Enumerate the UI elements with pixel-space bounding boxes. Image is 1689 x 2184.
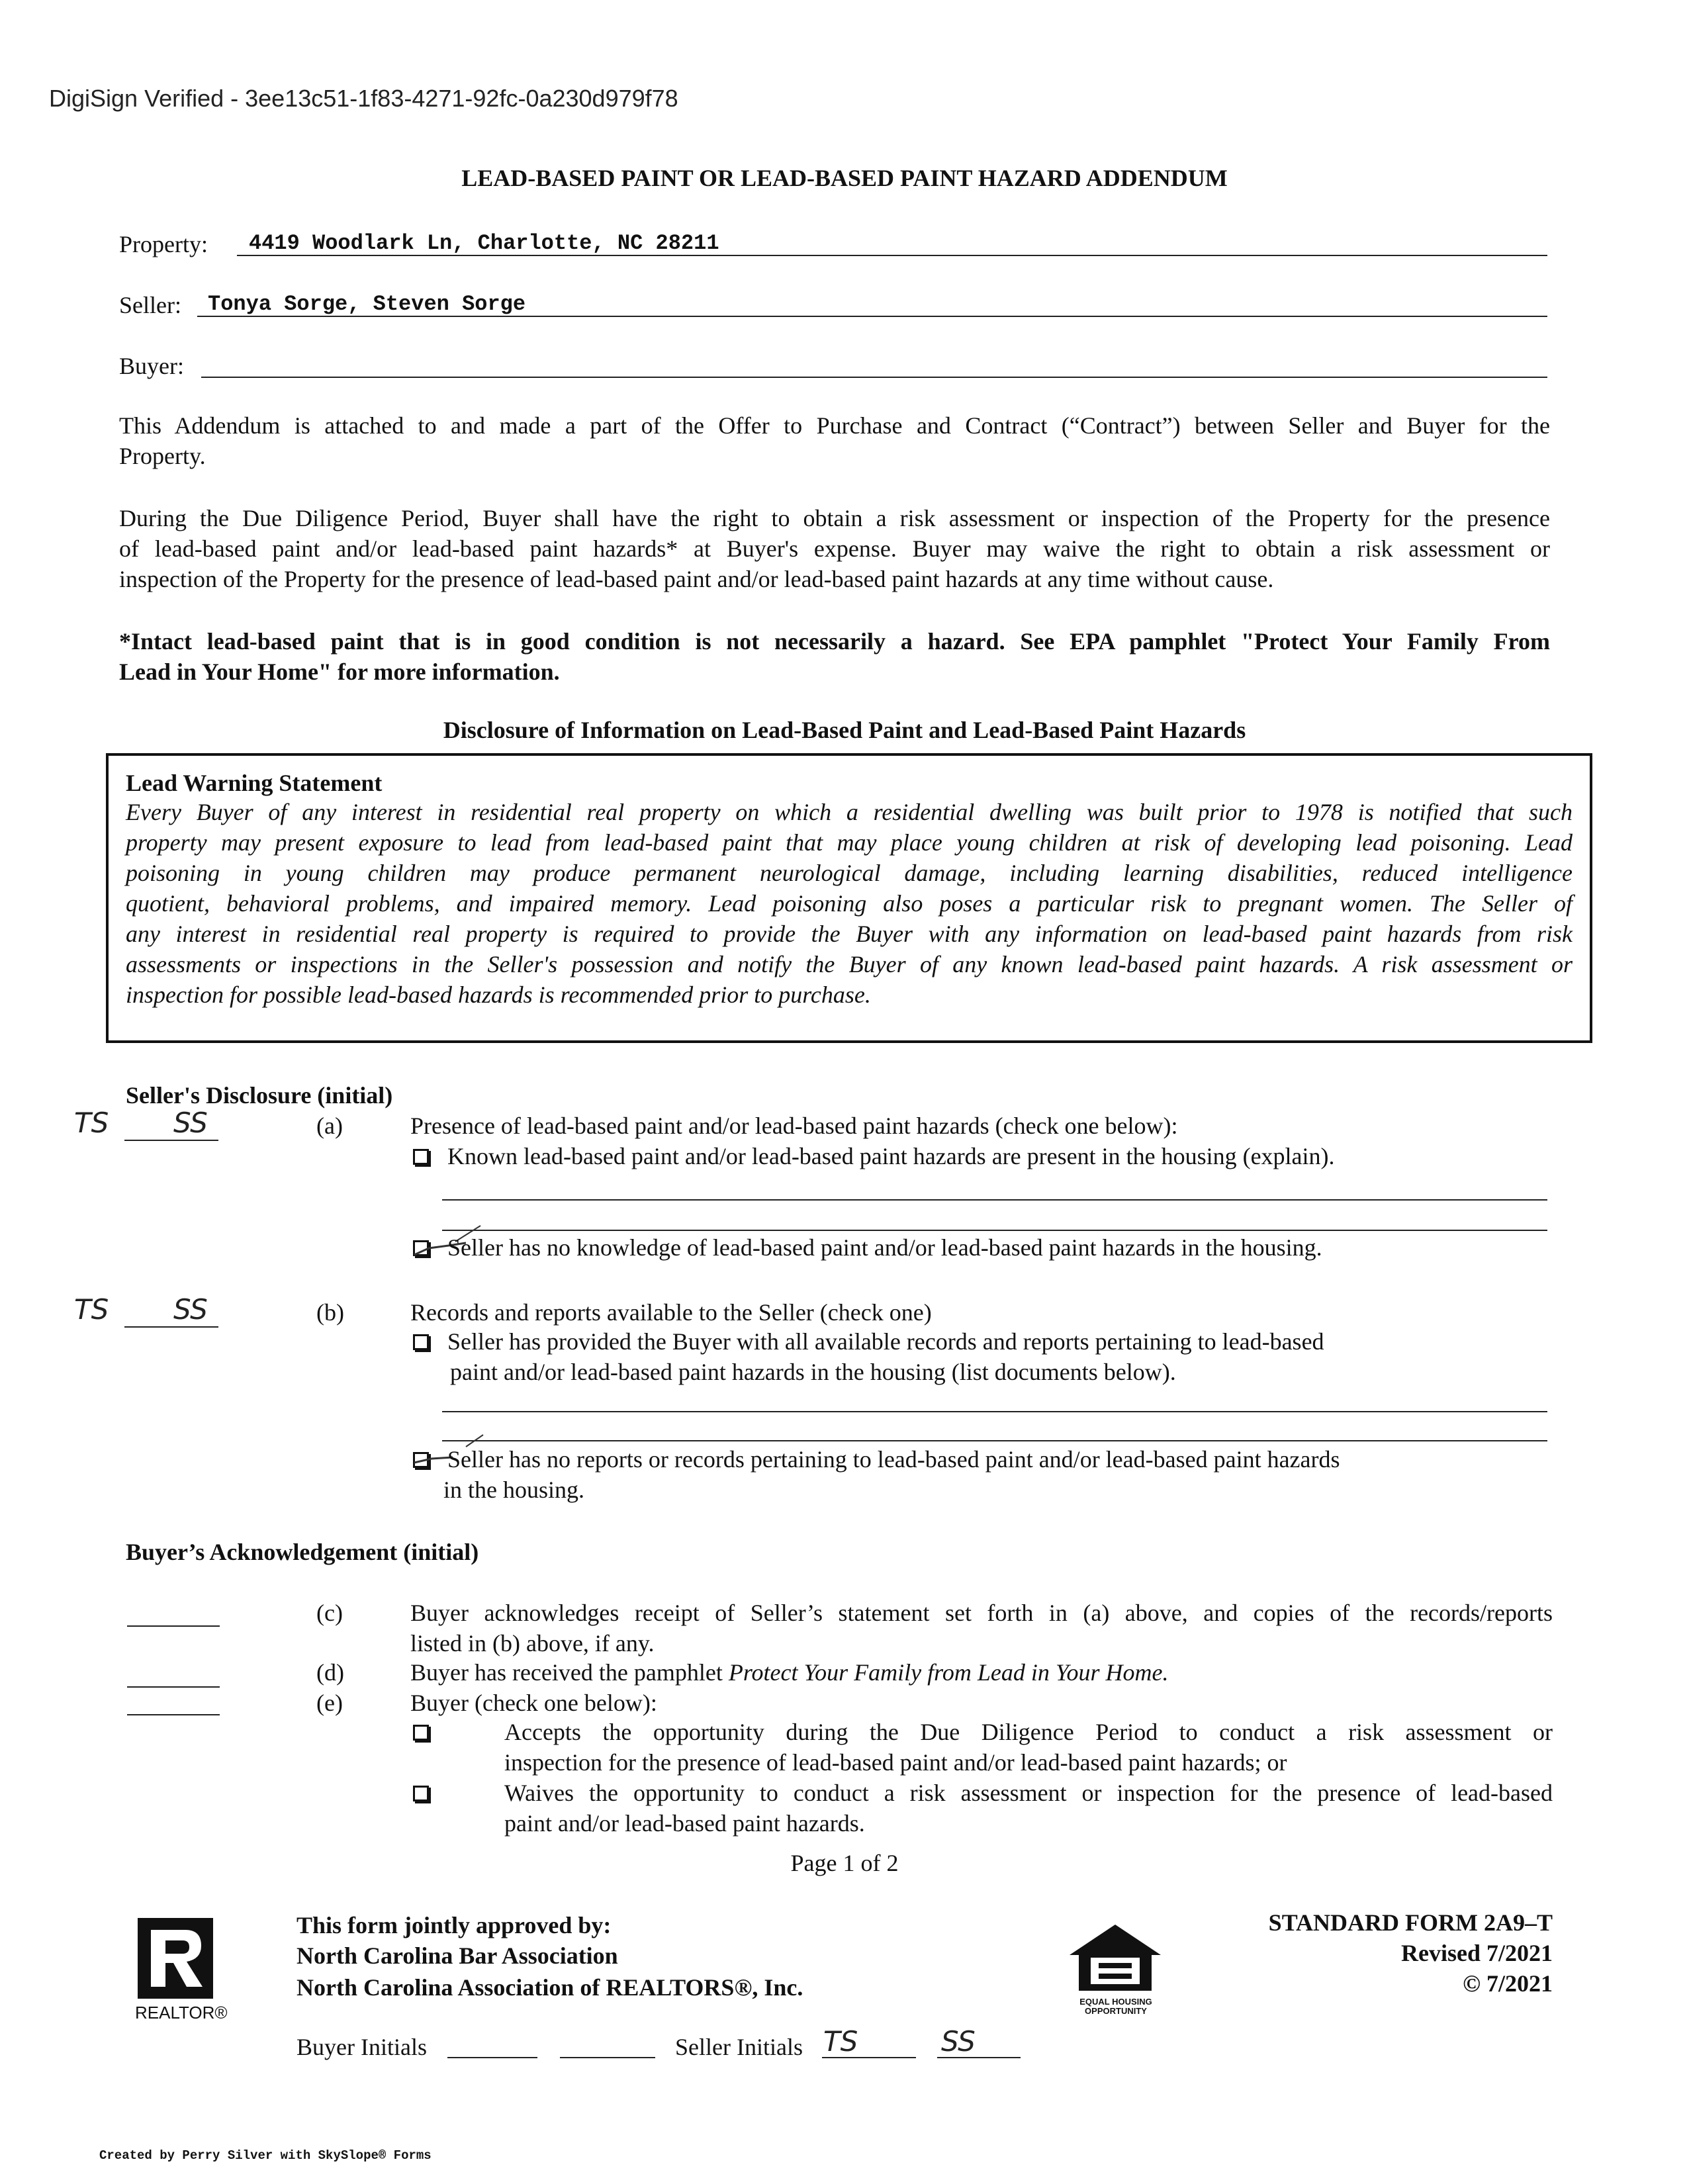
lead-warning-line-7: inspection for possible lead-based hazards is recommended prior to purchase. — [126, 981, 871, 1008]
buyer-e-letter: (e) — [316, 1690, 343, 1716]
realtor-logo-icon — [138, 1918, 213, 1999]
buyer-label: Buyer: — [119, 353, 184, 379]
seller-b-initial-1[interactable]: TS — [74, 1293, 109, 1326]
approved-by-label: This form jointly approved by: — [297, 1912, 612, 1938]
buyer-e-accept-checkbox[interactable] — [413, 1725, 429, 1741]
lead-warning-line-4: quotient, behavioral problems, and impaired memory. Lead poisoning also poses a particular risk to pregnant women. The Seller of — [126, 890, 1573, 917]
due-diligence-line-3: inspection of the Property for the presence of lead-based paint and/or lead-based paint hazards at any time without cause. — [119, 566, 1274, 592]
equal-housing-label-1: EQUAL HOUSING — [1079, 1997, 1152, 2007]
seller-initials-field-1[interactable]: TS — [823, 2025, 858, 2058]
due-diligence-line-1: During the Due Diligence Period, Buyer shall have the right to obtain a risk assessment or inspection of the Property for the presence — [119, 505, 1550, 531]
verification-id: DigiSign Verified - 3ee13c51-1f83-4271-92fc-0a230d979f78 — [49, 85, 678, 112]
buyer-e-waive-line-1: Waives the opportunity to conduct a risk assessment or inspection for the presence of lead-based — [504, 1780, 1553, 1806]
seller-b-documents-line-1[interactable] — [442, 1411, 1547, 1412]
equal-housing-icon — [1066, 1922, 1165, 1996]
seller-a-option1-text: Known lead-based paint and/or lead-based paint hazards are present in the housing (explain). — [447, 1143, 1335, 1169]
lead-warning-line-2: property may present exposure to lead from lead-based paint that may place young children at risk of developing lead poisoning. Lead — [126, 829, 1573, 856]
seller-b-option1-line-1: Seller has provided the Buyer with all available records and reports pertaining to lead-based — [447, 1328, 1324, 1355]
buyer-initials-label: Buyer Initials — [297, 2034, 427, 2060]
buyer-initials-field-2[interactable] — [560, 2057, 655, 2058]
disclosure-heading: Disclosure of Information on Lead-Based Paint and Lead-Based Paint Hazards — [443, 717, 1246, 743]
seller-a-initial-line — [124, 1140, 218, 1141]
due-diligence-line-2: of lead-based paint and/or lead-based paint hazards* at Buyer's expense. Buyer may waive the right to obtain a risk assessment or — [119, 535, 1550, 562]
equal-housing-label-2: OPPORTUNITY — [1085, 2006, 1147, 2016]
lead-warning-line-3: poisoning in young children may produce permanent neurological damage, including learning disabilities, reduced intelligence — [126, 860, 1573, 886]
buyer-d-pamphlet-title: Protect Your Family from Lead in Your Home. — [728, 1659, 1169, 1686]
lead-warning-line-5: any interest in residential real property is required to provide the Buyer with any information on lead-based paint hazards from risk — [126, 921, 1573, 947]
lead-warning-title: Lead Warning Statement — [126, 770, 383, 796]
seller-b-option2-line-1: Seller has no reports or records pertaining to lead-based paint and/or lead-based paint hazards — [447, 1446, 1340, 1473]
buyer-ack-heading: Buyer’s Acknowledgement (initial) — [126, 1539, 479, 1565]
created-by-note: Created by Perry Silver with SkySlope® Forms — [99, 2148, 432, 2163]
property-field[interactable]: 4419 Woodlark Ln, Charlotte, NC 28211 — [249, 231, 719, 255]
form-copyright: © 7/2021 — [1463, 1970, 1553, 1997]
form-revised: Revised 7/2021 — [1401, 1940, 1553, 1966]
seller-a-explain-line-2[interactable] — [442, 1230, 1547, 1231]
approving-org-realtors: North Carolina Association of REALTORS®, Inc. — [297, 1974, 803, 2001]
seller-field[interactable]: Tonya Sorge, Steven Sorge — [208, 292, 526, 316]
intro-paragraph-line-1: This Addendum is attached to and made a part of the Offer to Purchase and Contract (“Contract”) between Seller and Buyer for the — [119, 412, 1550, 439]
buyer-d-text — [410, 1657, 1169, 1688]
epa-note-line-2: Lead in Your Home" for more information. — [119, 659, 560, 685]
seller-b-text: Records and reports available to the Seller (check one) — [410, 1299, 932, 1326]
buyer-e-waive-line-2: paint and/or lead-based paint hazards. — [504, 1810, 865, 1837]
seller-a-explain-line-1[interactable] — [442, 1199, 1547, 1201]
seller-label: Seller: — [119, 292, 181, 318]
seller-initials-label: Seller Initials — [675, 2034, 803, 2060]
buyer-c-initial-field[interactable] — [127, 1625, 220, 1627]
seller-a-letter: (a) — [316, 1113, 343, 1139]
buyer-d-initial-field[interactable] — [127, 1686, 220, 1688]
buyer-c-line-1: Buyer acknowledges receipt of Seller’s statement set forth in (a) above, and copies of the records/reports — [410, 1600, 1553, 1626]
seller-b-initial-line — [124, 1326, 218, 1328]
seller-a-option1-checkbox[interactable] — [413, 1149, 429, 1165]
buyer-d-text-regular: Buyer has received the pamphlet — [410, 1659, 729, 1686]
seller-disclosure-heading: Seller's Disclosure (initial) — [126, 1082, 393, 1109]
buyer-e-text: Buyer (check one below): — [410, 1690, 657, 1716]
seller-b-documents-line-2[interactable] — [442, 1440, 1547, 1441]
realtor-label: REALTOR® — [135, 2003, 228, 2023]
buyer-c-letter: (c) — [316, 1600, 343, 1626]
seller-a-initial-1[interactable]: TS — [74, 1107, 109, 1139]
buyer-e-waive-checkbox[interactable] — [413, 1786, 429, 1801]
buyer-field[interactable] — [201, 377, 1547, 378]
buyer-e-accept-line-2: inspection for the presence of lead-based paint and/or lead-based paint hazards; or — [504, 1749, 1287, 1776]
seller-b-option1-checkbox[interactable] — [413, 1334, 429, 1350]
lead-warning-line-1: Every Buyer of any interest in residential real property on which a residential dwelling was built prior to 1978 is notified that such — [126, 799, 1573, 825]
page-title: LEAD-BASED PAINT OR LEAD-BASED PAINT HAZARD ADDENDUM — [461, 165, 1228, 191]
buyer-c-line-2: listed in (b) above, if any. — [410, 1630, 655, 1657]
buyer-d-letter: (d) — [316, 1659, 344, 1686]
seller-initials-field-2[interactable]: SS — [941, 2025, 976, 2058]
seller-a-initial-2[interactable]: SS — [173, 1107, 208, 1139]
seller-b-initial-2[interactable]: SS — [173, 1293, 208, 1326]
seller-a-option2-text: Seller has no knowledge of lead-based paint and/or lead-based paint hazards in the housing. — [447, 1234, 1322, 1261]
buyer-e-initial-field[interactable] — [127, 1714, 220, 1715]
property-label: Property: — [119, 231, 208, 257]
seller-b-option2-line-2: in the housing. — [443, 1477, 584, 1503]
seller-b-letter: (b) — [316, 1299, 344, 1326]
epa-note-line-1: *Intact lead-based paint that is in good condition is not necessarily a hazard. See EPA pamphlet "Protect Your Family From — [119, 628, 1550, 655]
form-name: STANDARD FORM 2A9–T — [1268, 1909, 1553, 1936]
page-number: Page 1 of 2 — [790, 1850, 899, 1876]
buyer-e-accept-line-1: Accepts the opportunity during the Due Diligence Period to conduct a risk assessment or — [504, 1719, 1553, 1745]
lead-warning-line-6: assessments or inspections in the Seller's possession and notify the Buyer of any known lead-based paint hazards. A risk assessment or — [126, 951, 1573, 978]
seller-b-option1-line-2: paint and/or lead-based paint hazards in the housing (list documents below). — [450, 1359, 1176, 1385]
intro-paragraph-line-2: Property. — [119, 443, 206, 469]
buyer-initials-field-1[interactable] — [447, 2057, 537, 2058]
seller-a-text: Presence of lead-based paint and/or lead-based paint hazards (check one below): — [410, 1113, 1178, 1139]
approving-org-bar: North Carolina Bar Association — [297, 1942, 618, 1969]
